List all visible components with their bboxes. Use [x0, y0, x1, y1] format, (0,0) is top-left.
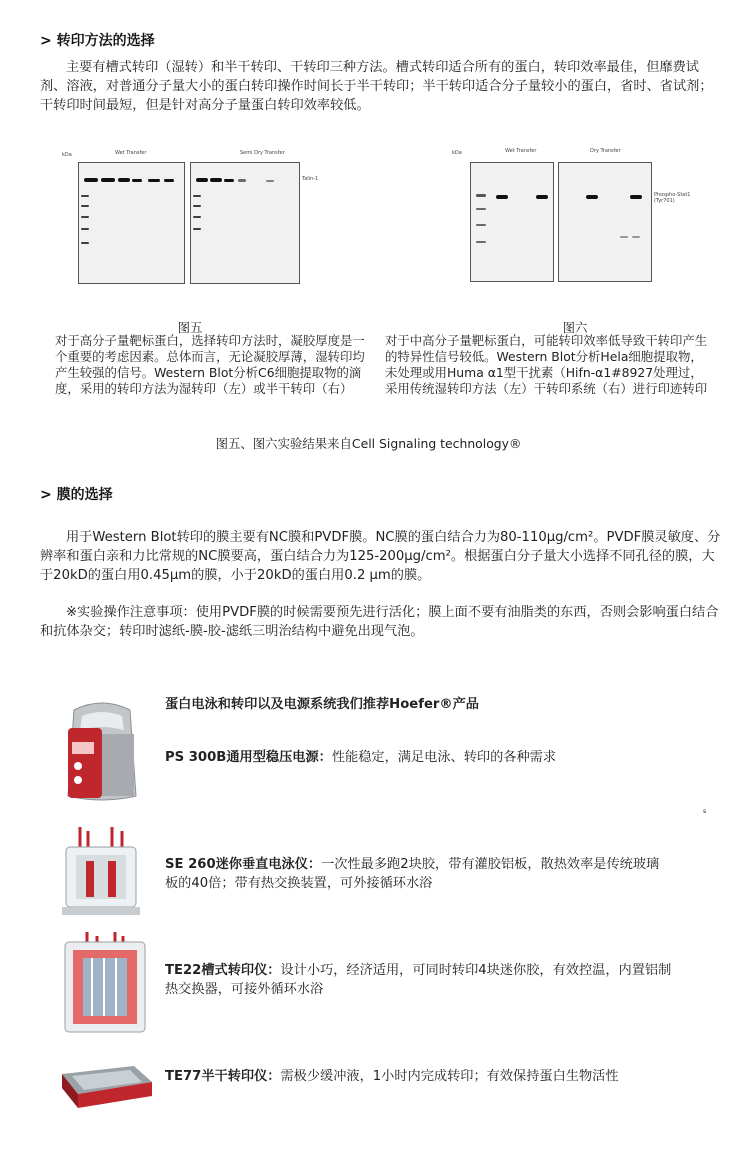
band	[476, 224, 486, 226]
product-desc: 性能稳定，满足电泳、转印的各种需求	[331, 750, 557, 765]
figure-source-note: 图五、图六实验结果来自Cell Signaling technology®	[215, 436, 522, 451]
marker-band	[193, 195, 201, 197]
product-desc: 设计小巧，经济适用，可同时转印4块迷你胶，有效控温，内置铝制热交换器，可接外循环水浴	[165, 963, 672, 997]
band	[101, 178, 115, 182]
band	[164, 179, 174, 182]
figure5-blot-image	[60, 150, 320, 300]
band	[632, 236, 640, 238]
band	[476, 194, 486, 197]
products-intro: 蛋白电泳和转印以及电源系统我们推荐Hoefer®产品	[165, 697, 479, 712]
product-desc: 一次性最多跑2块胶，带有灌胶铝板，散热效率是传统玻璃板的40倍；带有热交换装置，可外接循环水浴	[165, 857, 660, 891]
product-name: TE77半干转印仪：	[165, 1069, 281, 1084]
band	[132, 179, 142, 182]
tank-transfer-image	[55, 930, 155, 1040]
marker-band	[81, 195, 89, 197]
band	[84, 178, 98, 182]
figure6-band-label: Phospho-Stat1 (Tyr701)	[654, 192, 691, 204]
membrane-paragraph: 用于Western Blot转印的膜主要有NC膜和PVDF膜。NC膜的蛋白结合力为80-110μg/cm²。PVDF膜灵敏度、分辨率和蛋白亲和力比常规的NC膜要高，蛋白结合力为125-200μg/cm²。根据蛋白分子量大小选择不同孔径的膜，大于20kD的蛋白用0.45μm的膜，小于20kD的蛋白用0.2 μm的膜。	[40, 530, 721, 583]
marker-band	[81, 205, 89, 207]
band	[238, 179, 246, 182]
band	[630, 195, 642, 199]
band	[210, 178, 222, 182]
power-supply-image	[52, 700, 152, 805]
figure5-kda-label: kDa	[62, 152, 72, 158]
product-se260	[165, 855, 665, 893]
figure6-wet-title: Wet Transfer	[505, 148, 537, 154]
product-desc: 需极少缓冲液，1小时内完成转印；有效保持蛋白生物活性	[280, 1069, 619, 1084]
marker-band	[81, 216, 89, 218]
figure5-band-label: Talin-1	[302, 176, 319, 182]
band	[224, 179, 234, 182]
band	[536, 195, 548, 199]
figure6-blot-image	[450, 148, 700, 300]
stray-mark: s	[703, 808, 707, 815]
figure6-label: 图六	[562, 320, 588, 335]
product-name: PS 300B通用型稳压电源：	[165, 750, 332, 765]
band	[476, 208, 486, 210]
figure6-wet-gel	[470, 162, 554, 282]
band	[266, 180, 274, 182]
marker-band	[81, 242, 89, 244]
figure6-caption: 对于中高分子量靶标蛋白，可能转印效率低导致干转印产生的特异性信号较低。Western Blot分析Hela细胞提取物，未处理或用Huma α1型干扰素（Hifn-α1#8927处理过，采用传统湿转印方法（左）干转印系统（右）进行印迹转印	[385, 333, 708, 396]
figure6-kda-label: kDa	[452, 150, 462, 156]
figure6-dry-gel	[558, 162, 652, 282]
transfer-method-paragraph: 主要有槽式转印（湿转）和半干转印、干转印三种方法。槽式转印适合所有的蛋白，转印效率最佳，但靡费试剂、溶液，对普通分子量大小的蛋白转印操作时间长于半干转印；半干转印适合分子量较小的蛋白，省时、省试剂；干转印时间最短，但是针对高分子量蛋白转印效率较低。	[40, 60, 713, 113]
figure6-dry-title: Dry Transfer	[590, 148, 621, 154]
product-te22	[165, 961, 675, 999]
marker-band	[193, 205, 201, 207]
vertical-electrophoresis-image	[52, 823, 152, 921]
semidry-transfer-image	[48, 1052, 158, 1112]
marker-band	[193, 228, 201, 230]
figure5-label: 图五	[177, 320, 203, 335]
figure5-caption: 对于高分子量靶标蛋白，选择转印方法时，凝胶厚度是一个重要的考虑因素。总体而言，无论凝胶厚薄，湿转印均产生较强的信号。Western Blot分析C6细胞提取物的滴度，采用的转印方法为湿转印（左）或半干转印（右）	[55, 333, 365, 396]
section-heading-transfer-method: > 转印方法的选择	[40, 33, 155, 49]
product-te77	[165, 1067, 725, 1086]
product-ps300b	[165, 748, 725, 767]
band	[620, 236, 628, 238]
band	[586, 195, 598, 199]
figure5-semidry-title: Semi Dry Transfer	[240, 150, 285, 156]
band	[476, 241, 486, 243]
figure5-wet-title: Wet Transfer	[115, 150, 147, 156]
marker-band	[193, 216, 201, 218]
marker-band	[81, 228, 89, 230]
band	[148, 179, 160, 182]
band	[196, 178, 208, 182]
band	[118, 178, 130, 182]
precautions-paragraph: ※实验操作注意事项：使用PVDF膜的时候需要预先进行活化；膜上面不要有油脂类的东西，否则会影响蛋白结合和抗体杂交；转印时滤纸-膜-胶-滤纸三明治结构中避免出现气泡。	[40, 605, 719, 639]
product-name: TE22槽式转印仪：	[165, 963, 281, 978]
section-heading-membrane: > 膜的选择	[40, 487, 113, 503]
product-name: SE 260迷你垂直电泳仪：	[165, 857, 322, 872]
band	[496, 195, 508, 199]
